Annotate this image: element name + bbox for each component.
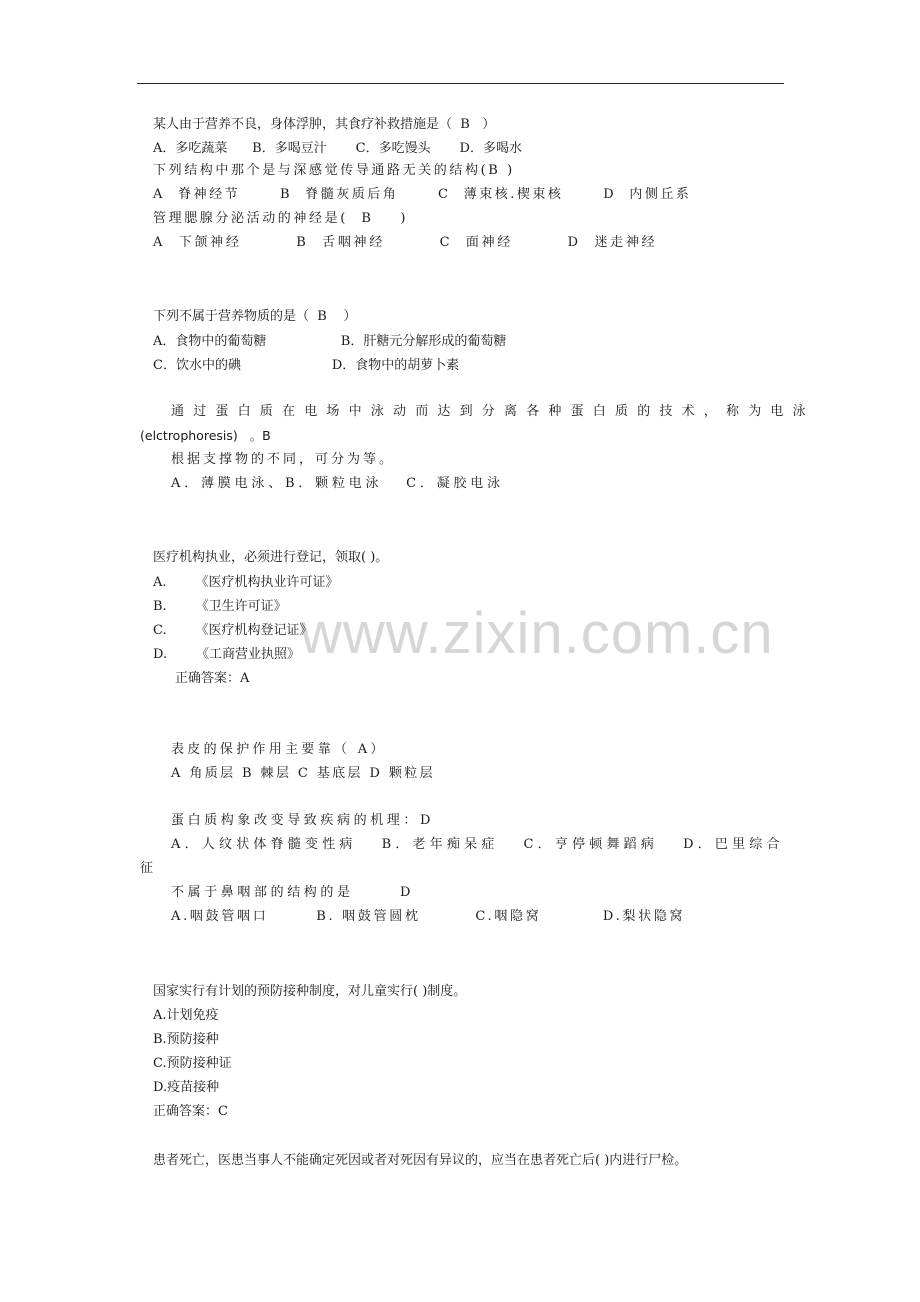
q9-question: 蛋白质构象改变导致疾病的机理：D xyxy=(171,813,435,828)
q7-option-d: D. 《工商营业执照》 xyxy=(153,647,301,662)
q2-question: 下列结构中那个是与深感觉传导通路无关的结构(B ) xyxy=(153,163,515,178)
q12-question: 患者死亡，医患当事人不能确定死因或者对死因有异议的，应当在患者死亡后( )内进行尸检。 xyxy=(153,1153,688,1168)
header-rule xyxy=(137,83,784,84)
q4-options-ab: A．食物中的葡萄糖 B．肝糖元分解形成的葡萄糖 xyxy=(153,334,507,349)
q7-option-a: A. 《医疗机构执业许可证》 xyxy=(153,575,339,590)
q6-options: A．薄膜电泳、B．颗粒电泳 C．凝胶电泳 xyxy=(171,476,504,491)
q11-option-c: C.预防接种证 xyxy=(153,1056,232,1071)
q11-option-b: B.预防接种 xyxy=(153,1032,219,1047)
q3-question: 管理腮腺分泌活动的神经是( B ) xyxy=(153,211,409,226)
q1-question: 某人由于营养不良，身体浮肿，其食疗补救措施是（ B ） xyxy=(153,117,496,132)
q8-question: 表皮的保护作用主要靠（ A） xyxy=(171,742,387,757)
q8-options: A 角质层 B 棘层 C 基底层 D 颗粒层 xyxy=(171,766,436,781)
q4-question: 下列不属于营养物质的是（ B ） xyxy=(153,309,357,324)
q11-option-d: D.疫苗接种 xyxy=(153,1080,220,1095)
q11-option-a: A.计划免疫 xyxy=(153,1008,219,1023)
q5-term: (elctrophoresis) 。B xyxy=(140,428,271,443)
q7-option-b: B. 《卫生许可证》 xyxy=(153,599,287,614)
q11-answer: 正确答案：C xyxy=(153,1104,228,1119)
q10-options: A.咽鼓管咽口 B. 咽鼓管圆枕 C.咽隐窝 D.梨状隐窝 xyxy=(171,909,686,924)
q1-options: A．多吃蔬菜 B．多喝豆汁 C．多吃馒头 D．多喝水 xyxy=(153,141,522,156)
q5-question: 通过蛋白质在电场中泳动而达到分离各种蛋白质的技术，称为电泳 xyxy=(171,404,815,419)
q7-question: 医疗机构执业，必须进行登记，领取( )。 xyxy=(153,550,389,565)
watermark: www.zixin.com.cn xyxy=(300,601,774,666)
q4-options-cd: C．饮水中的碘 D．食物中的胡萝卜素 xyxy=(153,358,460,373)
q9-options-cont: 征 xyxy=(140,861,154,876)
q10-question: 不属于鼻咽部的结构的是 D xyxy=(171,885,415,900)
q7-option-c: C. 《医疗机构登记证》 xyxy=(153,623,313,638)
q9-options: A．人纹状体脊髓变性病 B．老年痴呆症 C．亨停顿舞蹈病 D．巴里综合 xyxy=(171,837,784,852)
q3-options: A 下颌神经 B 舌咽神经 C 面神经 D 迷走神经 xyxy=(153,235,658,250)
q7-answer: 正确答案：A xyxy=(175,671,250,686)
q6-question: 根据支撑物的不同，可分为等。 xyxy=(171,452,396,467)
q2-options: A 脊神经节 B 脊髓灰质后角 C 薄束核.楔束核 D 内侧丘系 xyxy=(153,187,692,202)
q11-question: 国家实行有计划的预防接种制度，对儿童实行( )制度。 xyxy=(153,984,467,999)
